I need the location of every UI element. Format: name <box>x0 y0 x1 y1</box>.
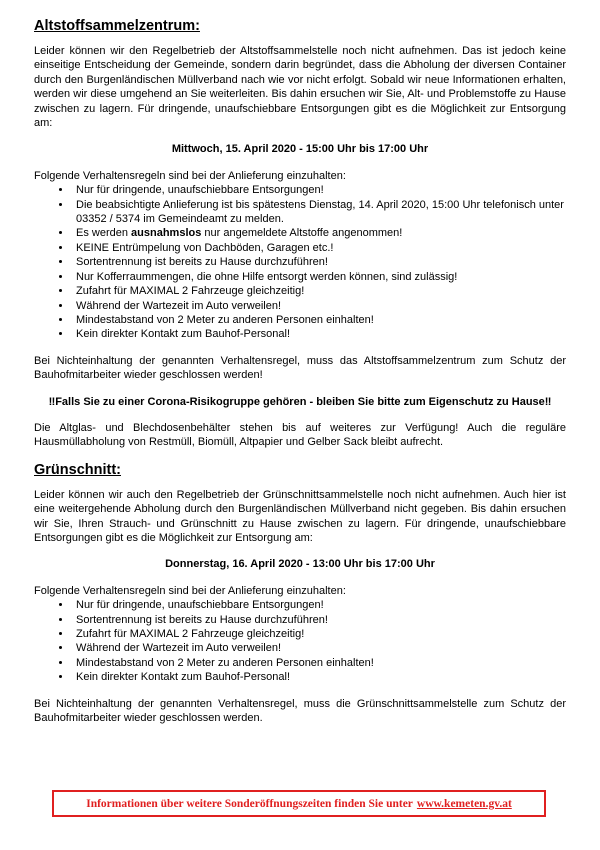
info-footer-box <box>52 790 546 817</box>
gruenschnitt-closing-paragraph: Bei Nichteinhaltung der genannten Verhaltensregel, muss die Grünschnittsammelstelle zum Schutz der Bauhofmitarbeiter wieder geschlossen werden. <box>34 697 566 725</box>
footer-text: Informationen über weitere Sonderöffnungszeiten finden Sie unter <box>86 797 413 810</box>
altstoff-date: Mittwoch, 15. April 2020 - 15:00 Uhr bis 17:00 Uhr <box>171 143 429 156</box>
gruenschnitt-rules-list <box>34 598 566 684</box>
rule-text: nur angemeldete Altstoffe angenommen! <box>201 227 403 240</box>
section-heading-gruenschnitt: Grünschnitt: <box>34 461 121 478</box>
gruenschnitt-intro-paragraph: Leider können wir auch den Regelbetrieb der Grünschnittsammelstelle noch nicht aufnehmen. Auch hier ist eine weitergehende Abholung durch den Burgenländischen Müllverband nicht gegeben. Bis dahin ersuchen wir Sie, Ihren Strauch- und Grünschnitt zu Hause zwischen zu lagern. Für dringende, unaufschiebbare Entsorgungen gibt es die Möglichkeit zur Entsorgung am: <box>34 488 566 544</box>
list-item: • Während der Wartezeit im Auto verweilen! <box>72 299 566 313</box>
list-item: • Kein direkter Kontakt zum Bauhof-Personal! <box>72 327 566 341</box>
list-item: • Sortentrennung ist bereits zu Hause durchzuführen! <box>72 613 566 627</box>
list-item: • Nur für dringende, unaufschiebbare Entsorgungen! <box>72 183 566 197</box>
list-item: • Nur Kofferraummengen, die ohne Hilfe entsorgt werden können, sind zulässig! <box>72 270 566 284</box>
list-item: • Sortentrennung ist bereits zu Hause durchzuführen! <box>72 255 566 269</box>
rule-text: Es werden <box>76 227 132 240</box>
website-link[interactable]: www.kemeten.gv.at <box>416 797 512 810</box>
list-item: • Mindestabstand von 2 Meter zu anderen Personen einhalten! <box>72 656 566 670</box>
list-item: • Kein direkter Kontakt zum Bauhof-Personal! <box>72 670 566 684</box>
list-item <box>72 226 566 240</box>
document-page <box>34 14 566 725</box>
list-item: • Mindestabstand von 2 Meter zu anderen Personen einhalten! <box>72 313 566 327</box>
list-item: • KEINE Entrümpelung von Dachböden, Garagen etc.! <box>72 241 566 255</box>
list-item: • Während der Wartezeit im Auto verweilen! <box>72 641 566 655</box>
section-heading-altstoff: Altstoffsammelzentrum: <box>34 18 200 34</box>
list-item: • Zufahrt für MAXIMAL 2 Fahrzeuge gleichzeitig! <box>72 627 566 641</box>
list-item: • Nur für dringende, unaufschiebbare Entsorgungen! <box>72 598 566 612</box>
list-item: • Die beabsichtigte Anlieferung ist bis spätestens Dienstag, 14. April 2020, 15:00 Uhr telefonisch unter 03352 / 5374 im Gemeindeamt zu melden. <box>72 198 566 227</box>
list-item: • Zufahrt für MAXIMAL 2 Fahrzeuge gleichzeitig! <box>72 284 566 298</box>
altstoff-intro-paragraph: Leider können wir den Regelbetrieb der Altstoffsammelstelle noch nicht aufnehmen. Das ist jedoch keine einseitige Entscheidung der Gemeinde, sondern darin begründet, dass die Abholung der diversen Container durch den Burgenländischen Müllverband nach wie vor nicht erfolgt. Sobald wir neue Informationen erhalten, werden wir diese umgehend an Sie weiterleiten. Bis dahin ersuchen wir Sie, Alt- und Problemstoffe zu Hause zwischen zu lagern. Für dringende, unaufschiebbare Entsorgungen gibt es die Möglichkeit zur Entsorgung am: <box>34 45 566 130</box>
altstoff-rules-intro: Folgende Verhaltensregeln sind bei der Anlieferung einzuhalten: <box>34 169 346 182</box>
rule-emphasis: ausnahmslos <box>131 227 202 240</box>
gruenschnitt-date: Donnerstag, 16. April 2020 - 13:00 Uhr bis 17:00 Uhr <box>165 558 435 571</box>
gruenschnitt-rules-intro: Folgende Verhaltensregeln sind bei der Anlieferung einzuhalten: <box>34 584 346 597</box>
risk-group-warning: ‼Falls Sie zu einer Corona-Risikogruppe gehören - bleiben Sie bitte zum Eigenschutz zu Hause‼ <box>48 395 552 408</box>
altstoff-closing-paragraph: Bei Nichteinhaltung der genannten Verhaltensregel, muss das Altstoffsammelzentrum zum Schutz der Bauhofmitarbeiter wieder geschlossen werden! <box>34 354 566 382</box>
altstoff-rules-list <box>34 183 566 341</box>
glass-containers-paragraph: Die Altglas- und Blechdosenbehälter stehen bis auf weiteres zur Verfügung! Auch die reguläre Hausmüllabholung von Restmüll, Biomüll, Altpapier und Gelber Sack bleibt aufrecht. <box>34 421 566 449</box>
